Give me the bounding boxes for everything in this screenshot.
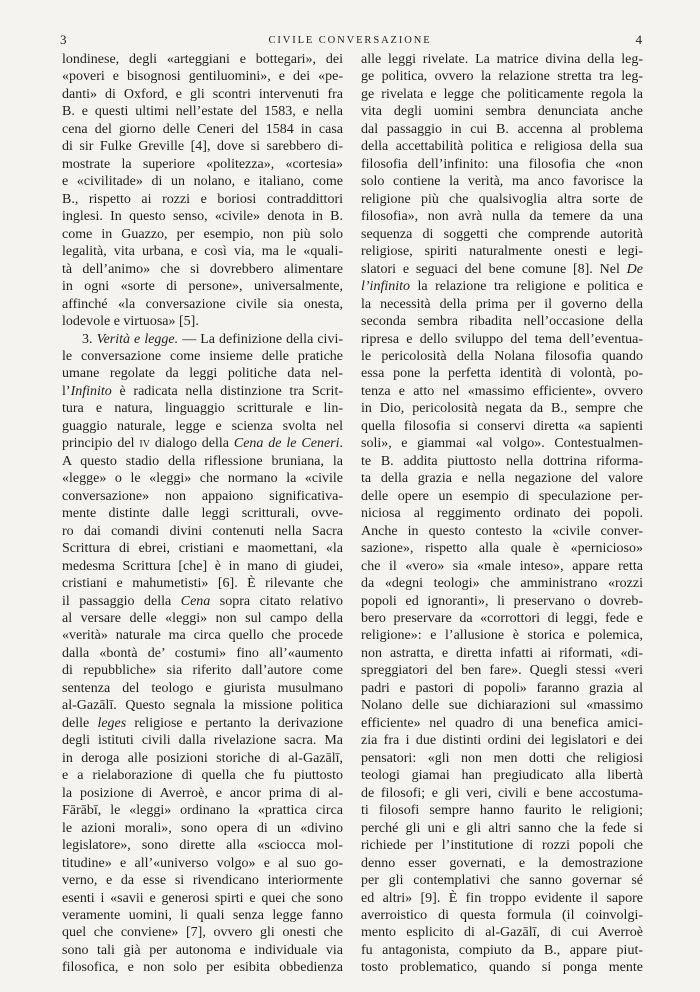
text-line: quel che conviene» [7], ovvero gli onesti che xyxy=(62,925,343,941)
text-line: soli», e giammai «al volgo». Contestualmen- xyxy=(361,436,643,452)
text-line: A questo stadio della riflessione bruniana, la xyxy=(62,453,343,469)
text-segment: delle xyxy=(62,715,98,731)
italic-text: Cena xyxy=(180,593,211,609)
text-line: «poveri e bisognosi gentiluomini», e dei «pe- xyxy=(62,69,343,85)
text-line: non astratta, e diretta infatti ai riformati, «di- xyxy=(361,645,643,661)
text-line: degli istituti civili dalla rivelazione sacra. Ma xyxy=(62,733,343,749)
text-line: popoli ed ignoranti», li preservano o dovreb- xyxy=(361,593,643,609)
text-line: la posizione di Averroè, e ancor prima di al- xyxy=(62,785,343,801)
text-segment: è radicata nella distinzione tra Scrit- xyxy=(111,383,343,399)
text-line: pensatori: «gli non men dotti che religiosi xyxy=(361,750,643,766)
text-segment: sopra citato relativo xyxy=(210,593,343,609)
text-line: perché gli uni e gli altri sanno che la fede si xyxy=(361,820,643,836)
text-line: religione più che qualsivoglia altra sorte de xyxy=(361,191,643,207)
text-line: ti filosofi sempre hanno faurito le religioni; xyxy=(361,803,643,819)
text-line: titudine» e all’«universo volgo» e al suo go- xyxy=(62,855,343,871)
text-line: al-Gazālī. Questo segnala la missione politica xyxy=(62,698,343,714)
text-line: alle leggi rivelate. La matrice divina della leg- xyxy=(361,52,643,67)
text-segment: l’ xyxy=(62,383,71,399)
text-line: fu antagonista, compiuto da B., appare piut- xyxy=(361,942,643,958)
text-line: conversazione» non appaiono significativa- xyxy=(62,488,343,504)
text-line: dalla «bontà de’ costumi» fino all’«aumento xyxy=(62,645,343,661)
text-line: tenza e atto nel «massimo efficiente», ovvero xyxy=(361,383,643,399)
text-segment: dialogo della xyxy=(149,436,234,452)
text-line: umane regolate da leggi politiche data nel- xyxy=(62,366,343,382)
italic-text: l’infinito xyxy=(361,279,410,295)
text-line: in ogni «sorte di persone», universalmente, xyxy=(62,279,343,295)
text-line: averroistico di questa formula (il coinvolgi- xyxy=(361,907,643,923)
text-line: della accettabilità politica e religiosa della sua xyxy=(361,139,643,155)
left-column xyxy=(62,51,343,977)
text-line: teologi giamai han pregiudicato alla libertà xyxy=(361,768,643,784)
text-line: de filosofi; e gli veri, civili e bene accostuma- xyxy=(361,785,643,801)
text-line: legalità, vita urbana, e così via, ma le «quali- xyxy=(62,244,343,260)
text-line: padri e pastori di popoli» faranno grazia al xyxy=(361,680,643,696)
smallcaps-text: iv xyxy=(139,436,150,452)
text-segment: il passaggio della xyxy=(62,593,181,609)
text-line: Anche in questo contesto la «civile conver- xyxy=(361,523,643,539)
text-line: come in Guazzo, per esempio, non più solo xyxy=(62,226,343,242)
text-segment: la relazione tra religione e politica e xyxy=(410,279,643,295)
text-segment: — La definizione della civi- xyxy=(178,331,343,347)
text-line: te B. addita piuttosto nella dottrina riforma- xyxy=(361,453,643,469)
italic-text: Infinito xyxy=(70,383,112,399)
paragraph xyxy=(361,51,643,977)
text-line: che il «vero» sia «male inteso», appare retta xyxy=(361,558,643,574)
italic-text: De xyxy=(626,261,643,277)
text-segment: 3. xyxy=(82,331,97,347)
text-line: veramente uomini, li quali senza legge fanno xyxy=(62,907,343,923)
text-line: sentenza del teologo e giurista musulmano xyxy=(62,680,343,696)
text-line: filosofia», non avrà nulla da temere da una xyxy=(361,209,643,225)
text-line: di repubbliche» sia riferito dall’autore come xyxy=(62,663,343,679)
text-line: legislatore», sono dirette alla «sciocca mol- xyxy=(62,838,343,854)
text-line xyxy=(62,383,343,400)
text-line: ripresa e dello sviluppo del tema dell’eventua- xyxy=(361,331,643,347)
text-line xyxy=(361,278,643,295)
text-line: di sir Fulke Greville [4], dove si sarebbero di- xyxy=(62,139,343,155)
text-line: in deroga alle posizioni storiche di al-Gazālī, xyxy=(62,750,343,766)
text-line: delle opere un esempio di speculazione per- xyxy=(361,488,643,504)
text-line: mente distinte dalle leggi scritturali, ovve- xyxy=(62,506,343,522)
text-line: guaggio naturale, legge e scienza svolta nel xyxy=(62,418,343,434)
right-column xyxy=(361,51,643,977)
text-line: denno esser governati, e la demostrazione xyxy=(361,855,643,871)
text-line xyxy=(62,331,343,348)
text-line: filosofica, e non solo per esibita obbedienza xyxy=(62,960,343,976)
text-line: bero preservare da «corrottori di leggi, fede e xyxy=(361,611,643,626)
text-line: e «civilitade» di un nolano, e italiano, come xyxy=(62,174,343,190)
text-line: solo contiene la verità, ma anco favorisce la xyxy=(361,174,643,190)
text-line: B. e questi ultimi nell’estate del 1583, e nella xyxy=(62,104,343,120)
paragraph xyxy=(62,51,343,331)
text-line: religione»: e l’allusione è storica e polemica, xyxy=(361,628,643,644)
text-line: medesma Scrittura [che] è in mano di giudei, xyxy=(62,558,343,574)
column-number-left: 3 xyxy=(60,32,67,47)
text-line: per gli contemplativi che sanno governar sé xyxy=(361,873,643,889)
text-line: danti» di Oxford, e gli scontri intervenuti fra xyxy=(62,86,343,102)
text-line: inglesi. In questo senso, «civile» denota in B. xyxy=(62,209,343,225)
text-line: tura e natura, linguaggio scritturale e lin- xyxy=(62,401,343,417)
text-line: quella filosofia si conservi diretta «a sapienti xyxy=(361,418,643,434)
text-line: le azioni morali», sono opera di un «divino xyxy=(62,820,343,836)
text-segment: slatori e seguaci del bene comune [8]. Nel xyxy=(361,261,627,277)
text-line: verno, e da esse si rivendicano interiormente xyxy=(62,873,343,889)
paragraph xyxy=(62,331,343,977)
text-line: le conversazione come insieme delle pratiche xyxy=(62,348,343,364)
text-line: zia fra i due distinti ordini dei legislatori e dei xyxy=(361,733,643,749)
text-line: mostrate la superiore «politezza», «cortesia» xyxy=(62,156,343,172)
text-line: vita degli uomini sembra denunciata anche xyxy=(361,104,643,120)
italic-text: leges xyxy=(97,715,127,731)
column-number-right: 4 xyxy=(635,32,642,47)
text-line xyxy=(62,435,343,452)
text-segment: religiose e pertanto la derivazione xyxy=(126,715,343,731)
text-line: esenti i «savii e generosi spirti e quei che sono xyxy=(62,890,343,906)
text-line: ge rivelata e legge che politicamente regola la xyxy=(361,86,643,102)
text-line: Fārābī, le «leggi» ordinano la «prattica circa xyxy=(62,803,343,819)
text-line: B., rispetto ai rozzi e boriosi contraddittori xyxy=(62,191,343,207)
running-title: CIVILE CONVERSAZIONE xyxy=(268,35,432,46)
text-line: tà dell’animo» che si dovrebbero alimentare xyxy=(62,261,343,277)
text-line: ge politica, ovvero la relazione stretta tra leg- xyxy=(361,69,643,85)
text-segment: principio del xyxy=(62,436,140,452)
text-line: lodevole e virtuosa» [5]. xyxy=(62,314,199,330)
text-line: «legge» o le «leggi» che normano la «civile xyxy=(62,471,343,487)
text-line: ro dai comandi divini contenuti nella Sacra xyxy=(62,523,343,539)
text-line: al versare delle «leggi» non sul campo della xyxy=(62,611,343,626)
text-line: Scrittura di ebrei, cristiani e maomettani, «la xyxy=(62,541,343,557)
text-line: niciosa al reggimento ordinato dei popoli. xyxy=(361,506,643,522)
text-line: «verità» naturale ma circa quello che procede xyxy=(62,628,343,644)
text-line: sequenza di soggetti che comprende autorità xyxy=(361,226,643,242)
text-line xyxy=(361,261,643,278)
text-line: seconda sembra ribadita nell’occasione della xyxy=(361,314,643,330)
text-line: cristiani e mahumetisti» [6]. È rilevante che xyxy=(62,576,343,592)
text-line: tosto problematico, quando si ponga mente xyxy=(361,960,643,976)
text-line: richiede per l’institutione di rozzi popoli che xyxy=(361,838,643,854)
text-line: Nolano delle sue dichiarazioni sul «massimo xyxy=(361,698,643,714)
text-line: ed altri» [9]. È fin troppo evidente il sapore xyxy=(361,890,643,906)
text-line: da «degni teologi» che amministrano «rozzi xyxy=(361,576,643,592)
text-line: religiose, spiriti naturalmente onesti e legi- xyxy=(361,244,643,260)
text-line: e a rielaborazione di quella che fu piuttosto xyxy=(62,768,343,784)
text-line: le pericolosità della Nolana filosofia quando xyxy=(361,348,643,364)
text-line: filosofia dell’infinito: una filosofia che «non xyxy=(361,156,643,172)
italic-text: Verità e legge. xyxy=(96,331,179,347)
text-line: dal passaggio in cui B. accenna al problema xyxy=(361,121,643,137)
text-segment: . xyxy=(339,436,343,452)
text-line xyxy=(62,715,343,732)
text-line: affinché «la conversazione civile sia onesta, xyxy=(62,296,343,312)
text-line: spreggiatori del ben fare». Quegli stessi «veri xyxy=(361,663,643,679)
text-line: sazione», rispetto alla quale è «pernicioso» xyxy=(361,541,643,557)
text-line: ta della grazia e nella negazione del valore xyxy=(361,471,643,487)
italic-text: Cena de le Ceneri xyxy=(233,436,340,452)
text-line xyxy=(62,593,343,610)
text-line: mento esplicito di al-Gazālī, di cui Averroè xyxy=(361,925,643,941)
text-line: in Dio, pericolosità negata da B., sempre che xyxy=(361,401,643,417)
text-line: essa pone la perfetta identità di volontà, po- xyxy=(361,366,643,382)
text-line: efficiente» nel quadro di una benefica amici- xyxy=(361,715,643,731)
text-line: londinese, degli «arteggiani e bottegari», dei xyxy=(62,52,343,67)
text-line: sono tali già per autonoma e individuale via xyxy=(62,942,343,958)
text-line: cena del giorno delle Ceneri del 1584 in casa xyxy=(62,121,343,137)
text-line: la necessità della prima per il governo della xyxy=(361,296,643,312)
